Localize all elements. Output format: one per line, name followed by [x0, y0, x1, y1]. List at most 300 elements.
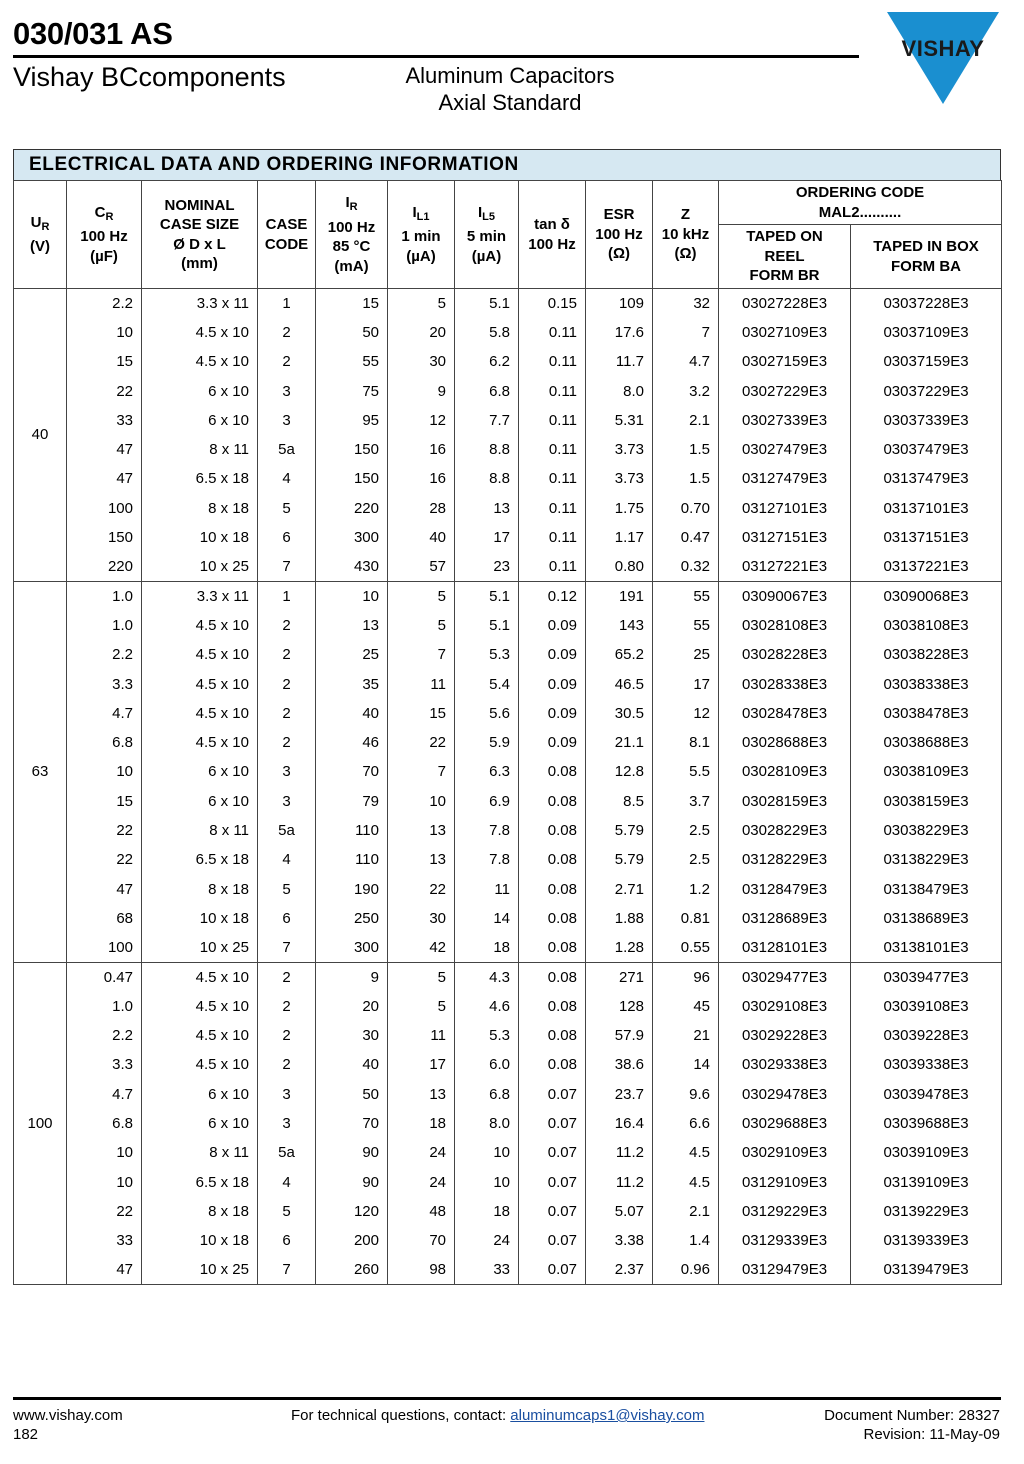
- ripple-current-cell: 79: [316, 787, 388, 816]
- code-taped-box-cell: 03138479E3: [851, 874, 1002, 903]
- case-code-cell: 4: [258, 1167, 316, 1196]
- leakage-5min-cell: 8.8: [455, 464, 519, 493]
- case-size-cell: 4.5 x 10: [142, 728, 258, 757]
- leakage-5min-cell: 18: [455, 1197, 519, 1226]
- esr-cell: 0.80: [586, 552, 653, 581]
- table-row: [14, 1080, 1002, 1109]
- impedance-cell: 55: [653, 611, 719, 640]
- esr-cell: 191: [586, 581, 653, 610]
- tan-delta-cell: 0.15: [519, 289, 586, 318]
- leakage-1min-cell: 5: [388, 289, 455, 318]
- table-row: [14, 1050, 1002, 1079]
- subtitle-line-1: Aluminum Capacitors: [405, 63, 615, 88]
- esr-cell: 3.73: [586, 435, 653, 464]
- capacitance-cell: 33: [67, 1226, 142, 1255]
- capacitance-cell: 100: [67, 933, 142, 962]
- impedance-cell: 4.7: [653, 347, 719, 376]
- leakage-5min-cell: 4.6: [455, 992, 519, 1021]
- case-code-cell: 5: [258, 1197, 316, 1226]
- esr-cell: 1.28: [586, 933, 653, 962]
- table-row: [14, 494, 1002, 523]
- leakage-5min-cell: 6.8: [455, 376, 519, 405]
- ripple-current-cell: 110: [316, 845, 388, 874]
- ripple-current-cell: 55: [316, 347, 388, 376]
- tan-delta-cell: 0.08: [519, 933, 586, 962]
- leakage-5min-cell: 8.8: [455, 435, 519, 464]
- leakage-5min-cell: 5.3: [455, 1021, 519, 1050]
- code-taped-reel-cell: 03129109E3: [719, 1167, 851, 1196]
- case-code-cell: 4: [258, 464, 316, 493]
- title-rule: [13, 55, 859, 58]
- leakage-1min-cell: 13: [388, 845, 455, 874]
- leakage-5min-cell: 13: [455, 494, 519, 523]
- ripple-current-cell: 95: [316, 406, 388, 435]
- case-code-cell: 1: [258, 289, 316, 318]
- header-esr: ESR 100 Hz (Ω): [586, 181, 653, 289]
- table-row: [14, 1109, 1002, 1138]
- tan-delta-cell: 0.09: [519, 669, 586, 698]
- leakage-1min-cell: 10: [388, 787, 455, 816]
- impedance-cell: 2.5: [653, 845, 719, 874]
- table-row: [14, 464, 1002, 493]
- table-row: [14, 816, 1002, 845]
- ripple-current-cell: 300: [316, 523, 388, 552]
- ripple-current-cell: 260: [316, 1255, 388, 1284]
- table-row: [14, 406, 1002, 435]
- leakage-5min-cell: 7.7: [455, 406, 519, 435]
- table-row: [14, 933, 1002, 962]
- esr-cell: 5.79: [586, 845, 653, 874]
- capacitance-cell: 1.0: [67, 581, 142, 610]
- leakage-1min-cell: 57: [388, 552, 455, 581]
- ripple-current-cell: 150: [316, 464, 388, 493]
- impedance-cell: 25: [653, 640, 719, 669]
- case-size-cell: 10 x 18: [142, 904, 258, 933]
- tan-delta-cell: 0.09: [519, 611, 586, 640]
- leakage-5min-cell: 5.1: [455, 581, 519, 610]
- esr-cell: 5.07: [586, 1197, 653, 1226]
- capacitance-cell: 47: [67, 874, 142, 903]
- footer-rule: [13, 1397, 1001, 1400]
- leakage-1min-cell: 13: [388, 1080, 455, 1109]
- tan-delta-cell: 0.08: [519, 845, 586, 874]
- capacitance-cell: 3.3: [67, 1050, 142, 1079]
- code-taped-reel-cell: 03128689E3: [719, 904, 851, 933]
- rated-voltage-cell: 100: [14, 962, 67, 1284]
- ripple-current-cell: 10: [316, 581, 388, 610]
- code-taped-box-cell: 03138689E3: [851, 904, 1002, 933]
- case-code-cell: 2: [258, 699, 316, 728]
- esr-cell: 23.7: [586, 1080, 653, 1109]
- leakage-1min-cell: 16: [388, 435, 455, 464]
- case-code-cell: 7: [258, 1255, 316, 1284]
- tan-delta-cell: 0.11: [519, 523, 586, 552]
- tan-delta-cell: 0.11: [519, 347, 586, 376]
- impedance-cell: 0.96: [653, 1255, 719, 1284]
- leakage-1min-cell: 24: [388, 1138, 455, 1167]
- code-taped-box-cell: 03138229E3: [851, 845, 1002, 874]
- leakage-1min-cell: 7: [388, 640, 455, 669]
- code-taped-reel-cell: 03028688E3: [719, 728, 851, 757]
- table-row: [14, 289, 1002, 318]
- impedance-cell: 0.70: [653, 494, 719, 523]
- leakage-5min-cell: 11: [455, 874, 519, 903]
- code-taped-reel-cell: 03029228E3: [719, 1021, 851, 1050]
- tan-delta-cell: 0.12: [519, 581, 586, 610]
- tan-delta-cell: 0.11: [519, 376, 586, 405]
- impedance-cell: 7: [653, 318, 719, 347]
- case-code-cell: 2: [258, 669, 316, 698]
- ripple-current-cell: 110: [316, 816, 388, 845]
- leakage-5min-cell: 6.2: [455, 347, 519, 376]
- esr-cell: 5.79: [586, 816, 653, 845]
- tan-delta-cell: 0.08: [519, 816, 586, 845]
- ordering-table: [13, 180, 1002, 1285]
- capacitance-cell: 2.2: [67, 1021, 142, 1050]
- tan-delta-cell: 0.11: [519, 464, 586, 493]
- case-code-cell: 5a: [258, 435, 316, 464]
- code-taped-box-cell: 03038108E3: [851, 611, 1002, 640]
- impedance-cell: 12: [653, 699, 719, 728]
- esr-cell: 38.6: [586, 1050, 653, 1079]
- impedance-cell: 3.2: [653, 376, 719, 405]
- capacitance-cell: 2.2: [67, 289, 142, 318]
- tan-delta-cell: 0.11: [519, 494, 586, 523]
- header-case-size: NOMINAL CASE SIZE Ø D x L (mm): [142, 181, 258, 289]
- tan-delta-cell: 0.07: [519, 1167, 586, 1196]
- capacitance-cell: 15: [67, 347, 142, 376]
- esr-cell: 1.17: [586, 523, 653, 552]
- company-name: Vishay BCcomponents: [13, 62, 286, 92]
- capacitance-cell: 47: [67, 1255, 142, 1284]
- case-size-cell: 4.5 x 10: [142, 699, 258, 728]
- leakage-1min-cell: 48: [388, 1197, 455, 1226]
- ripple-current-cell: 50: [316, 1080, 388, 1109]
- table-row: [14, 1138, 1002, 1167]
- table-row: [14, 1226, 1002, 1255]
- impedance-cell: 4.5: [653, 1138, 719, 1167]
- esr-cell: 8.5: [586, 787, 653, 816]
- code-taped-box-cell: 03137151E3: [851, 523, 1002, 552]
- leakage-1min-cell: 28: [388, 494, 455, 523]
- code-taped-box-cell: 03037229E3: [851, 376, 1002, 405]
- code-taped-box-cell: 03139109E3: [851, 1167, 1002, 1196]
- table-row: [14, 640, 1002, 669]
- code-taped-box-cell: 03139339E3: [851, 1226, 1002, 1255]
- case-size-cell: 6 x 10: [142, 787, 258, 816]
- capacitance-cell: 2.2: [67, 640, 142, 669]
- ripple-current-cell: 40: [316, 699, 388, 728]
- case-code-cell: 7: [258, 933, 316, 962]
- case-size-cell: 6 x 10: [142, 406, 258, 435]
- code-taped-box-cell: 03039688E3: [851, 1109, 1002, 1138]
- impedance-cell: 9.6: [653, 1080, 719, 1109]
- code-taped-box-cell: 03037228E3: [851, 289, 1002, 318]
- leakage-1min-cell: 30: [388, 347, 455, 376]
- header-il1: $I_{L1}$ 1 min (µA): [388, 181, 455, 289]
- case-size-cell: 8 x 18: [142, 494, 258, 523]
- capacitance-cell: 22: [67, 376, 142, 405]
- tan-delta-cell: 0.11: [519, 552, 586, 581]
- table-row: [14, 669, 1002, 698]
- case-code-cell: 6: [258, 1226, 316, 1255]
- code-taped-reel-cell: 03027229E3: [719, 376, 851, 405]
- esr-cell: 109: [586, 289, 653, 318]
- case-size-cell: 10 x 18: [142, 1226, 258, 1255]
- table-row: [14, 845, 1002, 874]
- ripple-current-cell: 35: [316, 669, 388, 698]
- capacitance-cell: 22: [67, 845, 142, 874]
- tan-delta-cell: 0.08: [519, 787, 586, 816]
- table-row: [14, 1021, 1002, 1050]
- code-taped-reel-cell: 03027228E3: [719, 289, 851, 318]
- ripple-current-cell: 250: [316, 904, 388, 933]
- case-size-cell: 3.3 x 11: [142, 581, 258, 610]
- case-size-cell: 10 x 25: [142, 1255, 258, 1284]
- ripple-current-cell: 430: [316, 552, 388, 581]
- impedance-cell: 8.1: [653, 728, 719, 757]
- impedance-cell: 32: [653, 289, 719, 318]
- leakage-1min-cell: 9: [388, 376, 455, 405]
- tan-delta-cell: 0.11: [519, 318, 586, 347]
- case-size-cell: 4.5 x 10: [142, 962, 258, 991]
- leakage-5min-cell: 6.0: [455, 1050, 519, 1079]
- ripple-current-cell: 15: [316, 289, 388, 318]
- code-taped-box-cell: 03090068E3: [851, 581, 1002, 610]
- code-taped-box-cell: 03037339E3: [851, 406, 1002, 435]
- esr-cell: 8.0: [586, 376, 653, 405]
- impedance-cell: 96: [653, 962, 719, 991]
- leakage-5min-cell: 6.9: [455, 787, 519, 816]
- code-taped-reel-cell: 03028229E3: [719, 816, 851, 845]
- code-taped-reel-cell: 03028228E3: [719, 640, 851, 669]
- leakage-5min-cell: 33: [455, 1255, 519, 1284]
- header-ir: $I_R$ 100 Hz 85 °C (mA): [316, 181, 388, 289]
- code-taped-reel-cell: 03027109E3: [719, 318, 851, 347]
- leakage-1min-cell: 42: [388, 933, 455, 962]
- esr-cell: 143: [586, 611, 653, 640]
- code-taped-reel-cell: 03127221E3: [719, 552, 851, 581]
- table-row: [14, 347, 1002, 376]
- code-taped-box-cell: 03137101E3: [851, 494, 1002, 523]
- ripple-current-cell: 20: [316, 992, 388, 1021]
- code-taped-reel-cell: 03028338E3: [719, 669, 851, 698]
- tan-delta-cell: 0.07: [519, 1255, 586, 1284]
- case-code-cell: 2: [258, 728, 316, 757]
- table-row: [14, 992, 1002, 1021]
- code-taped-reel-cell: 03029338E3: [719, 1050, 851, 1079]
- impedance-cell: 21: [653, 1021, 719, 1050]
- esr-cell: 5.31: [586, 406, 653, 435]
- ripple-current-cell: 13: [316, 611, 388, 640]
- case-code-cell: 4: [258, 845, 316, 874]
- case-code-cell: 5: [258, 874, 316, 903]
- case-code-cell: 3: [258, 1080, 316, 1109]
- code-taped-box-cell: 03138101E3: [851, 933, 1002, 962]
- table-row: [14, 552, 1002, 581]
- leakage-1min-cell: 98: [388, 1255, 455, 1284]
- code-taped-box-cell: 03038229E3: [851, 816, 1002, 845]
- code-taped-reel-cell: 03129229E3: [719, 1197, 851, 1226]
- leakage-1min-cell: 5: [388, 992, 455, 1021]
- header-tan-delta: tan δ 100 Hz: [519, 181, 586, 289]
- ripple-current-cell: 190: [316, 874, 388, 903]
- impedance-cell: 1.5: [653, 464, 719, 493]
- case-size-cell: 4.5 x 10: [142, 1021, 258, 1050]
- table-row: [14, 1255, 1002, 1284]
- esr-cell: 30.5: [586, 699, 653, 728]
- tan-delta-cell: 0.09: [519, 640, 586, 669]
- leakage-5min-cell: 18: [455, 933, 519, 962]
- table-row: [14, 757, 1002, 786]
- leakage-5min-cell: 5.3: [455, 640, 519, 669]
- impedance-cell: 0.47: [653, 523, 719, 552]
- case-code-cell: 5a: [258, 1138, 316, 1167]
- code-taped-reel-cell: 03029108E3: [719, 992, 851, 1021]
- code-taped-reel-cell: 03127479E3: [719, 464, 851, 493]
- ripple-current-cell: 150: [316, 435, 388, 464]
- table-row: [14, 318, 1002, 347]
- vishay-logo: [883, 10, 1003, 106]
- leakage-5min-cell: 5.9: [455, 728, 519, 757]
- electrical-data-table: [13, 149, 1001, 1285]
- leakage-5min-cell: 5.4: [455, 669, 519, 698]
- case-size-cell: 8 x 11: [142, 1138, 258, 1167]
- impedance-cell: 14: [653, 1050, 719, 1079]
- table-row: [14, 581, 1002, 610]
- rated-voltage-cell: 63: [14, 581, 67, 962]
- case-code-cell: 3: [258, 406, 316, 435]
- case-code-cell: 6: [258, 904, 316, 933]
- ripple-current-cell: 70: [316, 1109, 388, 1138]
- leakage-1min-cell: 20: [388, 318, 455, 347]
- table-row: [14, 874, 1002, 903]
- case-code-cell: 1: [258, 581, 316, 610]
- code-taped-reel-cell: 03029109E3: [719, 1138, 851, 1167]
- table-row: [14, 523, 1002, 552]
- ripple-current-cell: 30: [316, 1021, 388, 1050]
- code-taped-box-cell: 03139479E3: [851, 1255, 1002, 1284]
- capacitance-cell: 3.3: [67, 669, 142, 698]
- code-taped-reel-cell: 03029688E3: [719, 1109, 851, 1138]
- table-row: [14, 376, 1002, 405]
- capacitance-cell: 150: [67, 523, 142, 552]
- code-taped-reel-cell: 03128101E3: [719, 933, 851, 962]
- code-taped-reel-cell: 03028478E3: [719, 699, 851, 728]
- esr-cell: 57.9: [586, 1021, 653, 1050]
- code-taped-box-cell: 03037159E3: [851, 347, 1002, 376]
- impedance-cell: 2.1: [653, 1197, 719, 1226]
- esr-cell: 2.71: [586, 874, 653, 903]
- case-code-cell: 2: [258, 318, 316, 347]
- capacitance-cell: 6.8: [67, 1109, 142, 1138]
- impedance-cell: 1.2: [653, 874, 719, 903]
- code-taped-box-cell: 03137479E3: [851, 464, 1002, 493]
- code-taped-reel-cell: 03127101E3: [719, 494, 851, 523]
- case-code-cell: 5: [258, 494, 316, 523]
- leakage-1min-cell: 40: [388, 523, 455, 552]
- table-row: [14, 699, 1002, 728]
- capacitance-cell: 47: [67, 464, 142, 493]
- product-subtitle: [392, 62, 628, 116]
- esr-cell: 65.2: [586, 640, 653, 669]
- capacitance-cell: 10: [67, 318, 142, 347]
- footer-page-number: 182: [13, 1426, 39, 1443]
- tan-delta-cell: 0.11: [519, 406, 586, 435]
- code-taped-reel-cell: 03027479E3: [719, 435, 851, 464]
- leakage-5min-cell: 10: [455, 1167, 519, 1196]
- code-taped-box-cell: 03037109E3: [851, 318, 1002, 347]
- case-size-cell: 4.5 x 10: [142, 992, 258, 1021]
- leakage-5min-cell: 5.1: [455, 289, 519, 318]
- leakage-5min-cell: 5.6: [455, 699, 519, 728]
- esr-cell: 21.1: [586, 728, 653, 757]
- code-taped-reel-cell: 03028159E3: [719, 787, 851, 816]
- ripple-current-cell: 40: [316, 1050, 388, 1079]
- impedance-cell: 0.55: [653, 933, 719, 962]
- capacitance-cell: 22: [67, 816, 142, 845]
- esr-cell: 12.8: [586, 757, 653, 786]
- impedance-cell: 3.7: [653, 787, 719, 816]
- case-size-cell: 8 x 11: [142, 435, 258, 464]
- leakage-5min-cell: 24: [455, 1226, 519, 1255]
- code-taped-box-cell: 03038159E3: [851, 787, 1002, 816]
- case-code-cell: 3: [258, 376, 316, 405]
- capacitance-cell: 1.0: [67, 611, 142, 640]
- capacitance-cell: 100: [67, 494, 142, 523]
- leakage-5min-cell: 6.3: [455, 757, 519, 786]
- case-size-cell: 10 x 18: [142, 523, 258, 552]
- contact-email-link[interactable]: aluminumcaps1@vishay.com: [510, 1407, 705, 1424]
- impedance-cell: 4.5: [653, 1167, 719, 1196]
- table-row: [14, 611, 1002, 640]
- footer-revision: Revision: 11-May-09: [863, 1426, 1000, 1443]
- code-taped-reel-cell: 03029477E3: [719, 962, 851, 991]
- leakage-1min-cell: 22: [388, 874, 455, 903]
- capacitance-cell: 1.0: [67, 992, 142, 1021]
- esr-cell: 11.2: [586, 1167, 653, 1196]
- leakage-1min-cell: 30: [388, 904, 455, 933]
- case-size-cell: 8 x 18: [142, 874, 258, 903]
- impedance-cell: 2.5: [653, 816, 719, 845]
- code-taped-reel-cell: 03027159E3: [719, 347, 851, 376]
- leakage-5min-cell: 10: [455, 1138, 519, 1167]
- ripple-current-cell: 9: [316, 962, 388, 991]
- code-taped-box-cell: 03038688E3: [851, 728, 1002, 757]
- capacitance-cell: 0.47: [67, 962, 142, 991]
- tan-delta-cell: 0.07: [519, 1226, 586, 1255]
- leakage-5min-cell: 23: [455, 552, 519, 581]
- footer-document-number: Document Number: 28327: [824, 1407, 1000, 1424]
- header-case-code: CASE CODE: [258, 181, 316, 289]
- esr-cell: 3.38: [586, 1226, 653, 1255]
- footer-website[interactable]: www.vishay.com: [13, 1407, 123, 1424]
- leakage-1min-cell: 15: [388, 699, 455, 728]
- ripple-current-cell: 200: [316, 1226, 388, 1255]
- case-code-cell: 2: [258, 962, 316, 991]
- code-taped-box-cell: 03039228E3: [851, 1021, 1002, 1050]
- code-taped-box-cell: 03038478E3: [851, 699, 1002, 728]
- leakage-5min-cell: 7.8: [455, 845, 519, 874]
- capacitance-cell: 4.7: [67, 1080, 142, 1109]
- impedance-cell: 2.1: [653, 406, 719, 435]
- leakage-5min-cell: 7.8: [455, 816, 519, 845]
- impedance-cell: 17: [653, 669, 719, 698]
- leakage-1min-cell: 11: [388, 1021, 455, 1050]
- code-taped-box-cell: 03139229E3: [851, 1197, 1002, 1226]
- tan-delta-cell: 0.08: [519, 874, 586, 903]
- leakage-1min-cell: 5: [388, 581, 455, 610]
